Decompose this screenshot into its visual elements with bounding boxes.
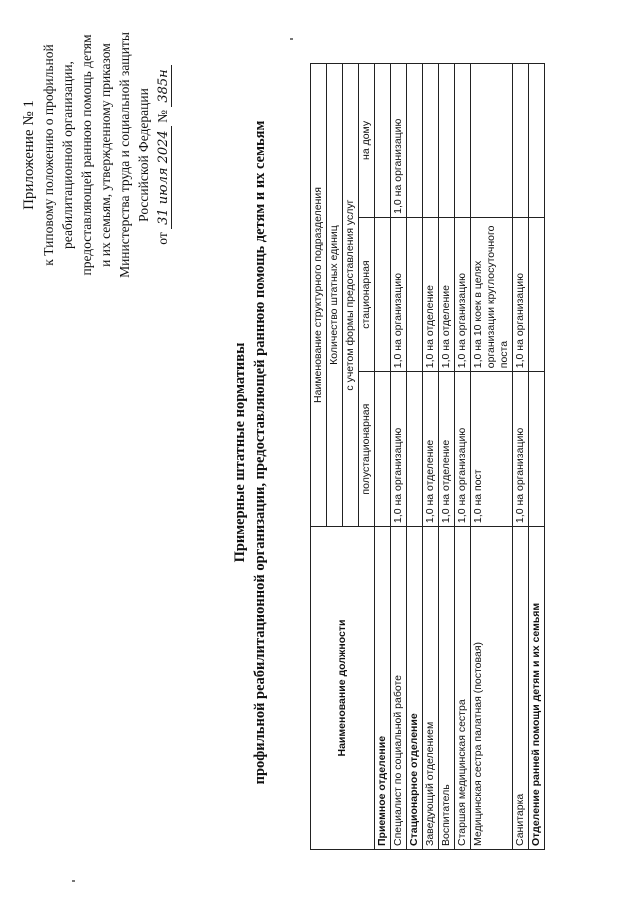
- table-row: [423, 64, 439, 850]
- header-unit: Наименование структурного подразделения: [311, 64, 327, 527]
- scan-speck: [72, 880, 75, 882]
- home-cell: [375, 64, 391, 218]
- stationary-cell: 1,0 на 10 коек в целях организации круглосуточного поста: [471, 217, 513, 371]
- semistationary-cell: [407, 372, 423, 527]
- scan-speck: [290, 38, 293, 40]
- position-cell: Отделение ранней помощи детям и их семьям: [529, 527, 545, 850]
- appendix-line: Министерства труда и социальной защиты: [117, 32, 132, 278]
- order-prefix: от: [155, 232, 170, 245]
- semistationary-cell: [375, 372, 391, 527]
- position-cell: Санитарка: [513, 527, 529, 850]
- stationary-cell: 1,0 на организацию: [455, 217, 471, 371]
- table-section-row: [375, 64, 391, 850]
- home-cell: [513, 64, 529, 218]
- table-body: [375, 64, 545, 850]
- home-cell: [455, 64, 471, 218]
- position-cell: Приемное отделение: [375, 527, 391, 850]
- home-cell: [529, 64, 545, 218]
- semistationary-cell: 1,0 на организацию: [455, 372, 471, 527]
- home-cell: [471, 64, 513, 218]
- document-subtitle: профильной реабилитационной организации, предоставляющей раннюю помощь детям и их семьям: [252, 120, 268, 785]
- table-row: [513, 64, 529, 850]
- header-col-stationary: стационарная: [359, 217, 375, 371]
- stationary-cell: [407, 217, 423, 371]
- header-col-home: на дому: [359, 64, 375, 218]
- stationary-cell: 1,0 на отделение: [423, 217, 439, 371]
- home-cell: [407, 64, 423, 218]
- appendix-block: [20, 5, 173, 305]
- semistationary-cell: 1,0 на организацию: [391, 372, 407, 527]
- semistationary-cell: 1,0 на пост: [471, 372, 513, 527]
- table-row: [471, 64, 513, 850]
- home-cell: [439, 64, 455, 218]
- stationary-cell: [375, 217, 391, 371]
- position-cell: Стационарное отделение: [407, 527, 423, 850]
- semistationary-cell: 1,0 на отделение: [423, 372, 439, 527]
- home-cell: 1,0 на организацию: [391, 64, 407, 218]
- order-no-label: №: [155, 110, 170, 123]
- table-section-row: [407, 64, 423, 850]
- stationary-cell: [529, 217, 545, 371]
- order-number: 385н: [156, 65, 172, 106]
- order-date: 31 июля 2024: [156, 126, 172, 229]
- table-row: [455, 64, 471, 850]
- table-section-row: [529, 64, 545, 850]
- stationary-cell: 1,0 на организацию: [391, 217, 407, 371]
- semistationary-cell: 1,0 на отделение: [439, 372, 455, 527]
- position-cell: Старшая медицинская сестра: [455, 527, 471, 850]
- table-row: [391, 64, 407, 850]
- semistationary-cell: 1,0 на организацию: [513, 372, 529, 527]
- appendix-line: реабилитационной организации,: [60, 61, 75, 249]
- appendix-line: и их семьям, утвержденному приказом: [98, 43, 113, 267]
- document-title: Примерные штатные нормативы: [232, 342, 248, 563]
- position-cell: Воспитатель: [439, 527, 455, 850]
- position-cell: Заведующий отделением: [423, 527, 439, 850]
- appendix-line: Российской Федерации: [136, 88, 151, 222]
- appendix-line: к Типовому положению о профильной: [41, 44, 56, 266]
- table-header-row: [311, 64, 327, 850]
- header-count-sub: с учетом формы предоставления услуг: [343, 64, 359, 527]
- header-count: Количество штатных единиц: [327, 64, 343, 527]
- header-col-semistationary: полустационарная: [359, 372, 375, 527]
- order-line: [153, 5, 173, 305]
- appendix-number: Приложение № 1: [21, 100, 37, 210]
- stationary-cell: 1,0 на отделение: [439, 217, 455, 371]
- header-position: Наименование должности: [311, 527, 375, 850]
- semistationary-cell: [529, 372, 545, 527]
- staffing-table: [310, 63, 545, 850]
- stationary-cell: 1,0 на организацию: [513, 217, 529, 371]
- table-row: [439, 64, 455, 850]
- position-cell: Медицинская сестра палатная (постовая): [471, 527, 513, 850]
- position-cell: Специалист по социальной работе: [391, 527, 407, 850]
- appendix-line: предоставляющей раннюю помощь детям: [79, 34, 94, 276]
- home-cell: [423, 64, 439, 218]
